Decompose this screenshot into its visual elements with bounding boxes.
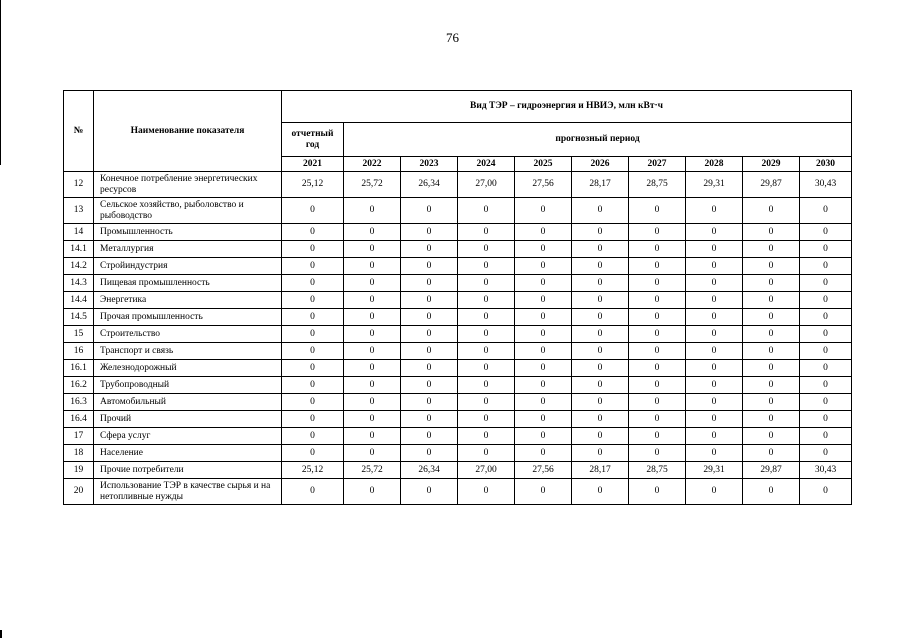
value-cell: 27,00: [458, 172, 515, 198]
value-cell: 25,72: [344, 172, 401, 198]
year-header: 2027: [629, 157, 686, 172]
value-cell: 0: [743, 411, 800, 428]
table-row: [64, 428, 852, 445]
value-cell: 0: [401, 360, 458, 377]
value-cell: 0: [686, 326, 743, 343]
value-cell: 26,34: [401, 462, 458, 479]
value-cell: 0: [515, 428, 572, 445]
year-header: 2023: [401, 157, 458, 172]
value-cell: 0: [344, 258, 401, 275]
year-header: 2029: [743, 157, 800, 172]
value-cell: 29,31: [686, 172, 743, 198]
group-header: Вид ТЭР – гидроэнергия и НВИЭ, млн кВт·ч: [282, 91, 852, 123]
value-cell: 0: [515, 445, 572, 462]
value-cell: 0: [515, 326, 572, 343]
page-edge-tick: [0, 630, 2, 638]
value-cell: 0: [401, 411, 458, 428]
value-cell: 0: [743, 326, 800, 343]
value-cell: 0: [515, 198, 572, 224]
table-row: [64, 275, 852, 292]
value-cell: 0: [515, 411, 572, 428]
value-cell: 0: [515, 224, 572, 241]
value-cell: 0: [800, 241, 852, 258]
value-cell: 0: [282, 241, 344, 258]
row-name: Прочий: [94, 411, 282, 428]
value-cell: 0: [282, 275, 344, 292]
value-cell: 0: [800, 428, 852, 445]
table-row: [64, 241, 852, 258]
value-cell: 0: [629, 275, 686, 292]
value-cell: 0: [686, 275, 743, 292]
value-cell: 0: [686, 394, 743, 411]
year-header: 2030: [800, 157, 852, 172]
row-name: Автомобильный: [94, 394, 282, 411]
value-cell: 0: [344, 445, 401, 462]
table-row: [64, 309, 852, 326]
table-row: [64, 343, 852, 360]
value-cell: 0: [344, 326, 401, 343]
value-cell: 0: [282, 479, 344, 505]
row-number: 16.3: [64, 394, 94, 411]
value-cell: 0: [344, 241, 401, 258]
value-cell: 0: [629, 411, 686, 428]
value-cell: 0: [800, 479, 852, 505]
value-cell: 30,43: [800, 172, 852, 198]
value-cell: 25,72: [344, 462, 401, 479]
value-cell: 0: [282, 224, 344, 241]
row-name: Стройиндустрия: [94, 258, 282, 275]
row-number: 14.5: [64, 309, 94, 326]
value-cell: 25,12: [282, 462, 344, 479]
row-name: Железнодорожный: [94, 360, 282, 377]
page-edge-line: [0, 0, 1, 165]
value-cell: 0: [458, 394, 515, 411]
value-cell: 27,56: [515, 172, 572, 198]
value-cell: 0: [629, 326, 686, 343]
value-cell: 0: [686, 292, 743, 309]
row-name: Строительство: [94, 326, 282, 343]
value-cell: 0: [743, 275, 800, 292]
table-row: [64, 326, 852, 343]
value-cell: 0: [686, 377, 743, 394]
value-cell: 0: [686, 241, 743, 258]
value-cell: 0: [743, 224, 800, 241]
value-cell: 29,87: [743, 172, 800, 198]
value-cell: 0: [629, 258, 686, 275]
value-cell: 0: [458, 377, 515, 394]
value-cell: 0: [572, 377, 629, 394]
value-cell: 0: [401, 377, 458, 394]
year-header: 2021: [282, 157, 344, 172]
value-cell: 0: [515, 343, 572, 360]
value-cell: 0: [401, 343, 458, 360]
value-cell: 0: [800, 411, 852, 428]
value-cell: 0: [800, 343, 852, 360]
value-cell: 0: [800, 360, 852, 377]
value-cell: 0: [686, 360, 743, 377]
value-cell: 27,00: [458, 462, 515, 479]
row-number: 14.1: [64, 241, 94, 258]
row-name: Трубопроводный: [94, 377, 282, 394]
value-cell: 0: [344, 394, 401, 411]
value-cell: 0: [572, 360, 629, 377]
row-number: 14.3: [64, 275, 94, 292]
row-number: 14.4: [64, 292, 94, 309]
value-cell: 0: [458, 198, 515, 224]
table-row: [64, 172, 852, 198]
value-cell: 0: [629, 343, 686, 360]
table-row: [64, 411, 852, 428]
value-cell: 0: [686, 309, 743, 326]
value-cell: 0: [458, 360, 515, 377]
value-cell: 0: [572, 394, 629, 411]
value-cell: 0: [401, 241, 458, 258]
value-cell: 0: [743, 428, 800, 445]
value-cell: 0: [743, 241, 800, 258]
table-row: [64, 377, 852, 394]
value-cell: 0: [800, 445, 852, 462]
value-cell: 0: [572, 411, 629, 428]
value-cell: 0: [572, 224, 629, 241]
value-cell: 0: [743, 479, 800, 505]
row-number: 19: [64, 462, 94, 479]
value-cell: 0: [515, 309, 572, 326]
value-cell: 0: [743, 445, 800, 462]
value-cell: 0: [629, 428, 686, 445]
value-cell: 29,31: [686, 462, 743, 479]
value-cell: 0: [686, 445, 743, 462]
value-cell: 0: [572, 445, 629, 462]
value-cell: 0: [572, 479, 629, 505]
row-name: Конечное потребление энергетических ресурсов: [94, 172, 282, 198]
value-cell: 0: [629, 198, 686, 224]
value-cell: 0: [629, 377, 686, 394]
value-cell: 0: [401, 428, 458, 445]
value-cell: 0: [686, 428, 743, 445]
value-cell: 0: [458, 309, 515, 326]
year-header: 2022: [344, 157, 401, 172]
table-row: [64, 445, 852, 462]
value-cell: 0: [515, 292, 572, 309]
row-name: Сфера услуг: [94, 428, 282, 445]
value-cell: 0: [515, 479, 572, 505]
value-cell: 0: [572, 258, 629, 275]
table-row: [64, 462, 852, 479]
value-cell: 0: [743, 309, 800, 326]
row-number: 17: [64, 428, 94, 445]
value-cell: 0: [629, 241, 686, 258]
value-cell: 0: [629, 360, 686, 377]
value-cell: 0: [629, 224, 686, 241]
row-number: 16: [64, 343, 94, 360]
value-cell: 0: [743, 343, 800, 360]
value-cell: 0: [515, 377, 572, 394]
forecast-period-header: прогнозный период: [344, 123, 852, 157]
value-cell: 0: [401, 445, 458, 462]
value-cell: 0: [458, 292, 515, 309]
value-cell: 0: [515, 241, 572, 258]
year-header: 2028: [686, 157, 743, 172]
value-cell: 0: [629, 445, 686, 462]
table-row: [64, 360, 852, 377]
table-row: [64, 198, 852, 224]
value-cell: 0: [401, 224, 458, 241]
value-cell: 0: [800, 258, 852, 275]
value-cell: 0: [401, 479, 458, 505]
value-cell: 0: [572, 343, 629, 360]
row-name: Пищевая промышленность: [94, 275, 282, 292]
row-name: Сельское хозяйство, рыболовство и рыбоводство: [94, 198, 282, 224]
table-row: [64, 292, 852, 309]
value-cell: 0: [401, 198, 458, 224]
value-cell: 28,17: [572, 172, 629, 198]
value-cell: 0: [572, 241, 629, 258]
value-cell: 0: [458, 445, 515, 462]
value-cell: 0: [800, 309, 852, 326]
value-cell: 0: [282, 198, 344, 224]
row-name: Транспорт и связь: [94, 343, 282, 360]
value-cell: 29,87: [743, 462, 800, 479]
value-cell: 0: [800, 394, 852, 411]
value-cell: 0: [743, 394, 800, 411]
table-row: [64, 394, 852, 411]
table-row: [64, 258, 852, 275]
row-number: 20: [64, 479, 94, 505]
value-cell: 0: [458, 241, 515, 258]
value-cell: 26,34: [401, 172, 458, 198]
row-number: 12: [64, 172, 94, 198]
value-cell: 0: [401, 275, 458, 292]
value-cell: 0: [686, 224, 743, 241]
col-name-header: Наименование показателя: [94, 91, 282, 172]
report-year-header: отчетный год: [282, 123, 344, 157]
row-number: 18: [64, 445, 94, 462]
value-cell: 0: [282, 394, 344, 411]
row-name: Население: [94, 445, 282, 462]
value-cell: 0: [458, 275, 515, 292]
value-cell: 0: [629, 479, 686, 505]
value-cell: 0: [686, 258, 743, 275]
value-cell: 0: [686, 479, 743, 505]
value-cell: 0: [686, 343, 743, 360]
table-header: [64, 91, 852, 172]
year-header: 2025: [515, 157, 572, 172]
row-name: Прочая промышленность: [94, 309, 282, 326]
value-cell: 0: [458, 479, 515, 505]
value-cell: 30,43: [800, 462, 852, 479]
value-cell: 0: [572, 275, 629, 292]
value-cell: 0: [800, 224, 852, 241]
table-body: [64, 172, 852, 505]
value-cell: 0: [743, 198, 800, 224]
value-cell: 0: [743, 377, 800, 394]
value-cell: 0: [629, 309, 686, 326]
value-cell: 0: [515, 394, 572, 411]
value-cell: 0: [344, 377, 401, 394]
value-cell: 28,75: [629, 462, 686, 479]
value-cell: 0: [743, 258, 800, 275]
value-cell: 28,17: [572, 462, 629, 479]
energy-balance-table: [63, 90, 852, 505]
row-number: 14: [64, 224, 94, 241]
value-cell: 0: [515, 258, 572, 275]
row-number: 16.4: [64, 411, 94, 428]
row-name: Промышленность: [94, 224, 282, 241]
value-cell: 28,75: [629, 172, 686, 198]
value-cell: 0: [572, 292, 629, 309]
value-cell: 0: [344, 411, 401, 428]
row-number: 13: [64, 198, 94, 224]
table-row: [64, 224, 852, 241]
row-name: Использование ТЭР в качестве сырья и на нетопливные нужды: [94, 479, 282, 505]
header-row-group: [64, 91, 852, 123]
value-cell: 0: [344, 224, 401, 241]
value-cell: 0: [344, 198, 401, 224]
value-cell: 0: [282, 411, 344, 428]
value-cell: 0: [282, 377, 344, 394]
value-cell: 0: [282, 309, 344, 326]
value-cell: 0: [458, 343, 515, 360]
value-cell: 0: [401, 292, 458, 309]
value-cell: 0: [572, 326, 629, 343]
value-cell: 0: [515, 275, 572, 292]
value-cell: 0: [282, 292, 344, 309]
value-cell: 0: [282, 343, 344, 360]
value-cell: 0: [800, 275, 852, 292]
value-cell: 0: [282, 360, 344, 377]
row-name: Прочие потребители: [94, 462, 282, 479]
value-cell: 0: [344, 309, 401, 326]
value-cell: 0: [458, 258, 515, 275]
value-cell: 0: [572, 428, 629, 445]
value-cell: 0: [344, 360, 401, 377]
value-cell: 0: [401, 258, 458, 275]
value-cell: 0: [629, 394, 686, 411]
year-header: 2026: [572, 157, 629, 172]
value-cell: 0: [344, 275, 401, 292]
value-cell: 0: [686, 411, 743, 428]
value-cell: 0: [344, 292, 401, 309]
value-cell: 0: [401, 309, 458, 326]
row-number: 16.2: [64, 377, 94, 394]
row-number: 16.1: [64, 360, 94, 377]
value-cell: 0: [282, 445, 344, 462]
value-cell: 27,56: [515, 462, 572, 479]
table-row: [64, 479, 852, 505]
value-cell: 0: [572, 198, 629, 224]
value-cell: 0: [800, 292, 852, 309]
row-name: Энергетика: [94, 292, 282, 309]
row-name: Металлургия: [94, 241, 282, 258]
value-cell: 0: [282, 428, 344, 445]
value-cell: 0: [743, 360, 800, 377]
value-cell: 0: [458, 326, 515, 343]
value-cell: 0: [282, 326, 344, 343]
value-cell: 0: [800, 198, 852, 224]
value-cell: 0: [572, 309, 629, 326]
year-header: 2024: [458, 157, 515, 172]
value-cell: 0: [515, 360, 572, 377]
value-cell: 0: [282, 258, 344, 275]
col-number-header: №: [64, 91, 94, 172]
value-cell: 0: [344, 343, 401, 360]
value-cell: 0: [800, 377, 852, 394]
value-cell: 0: [401, 394, 458, 411]
value-cell: 0: [629, 292, 686, 309]
value-cell: 0: [458, 428, 515, 445]
row-number: 14.2: [64, 258, 94, 275]
value-cell: 25,12: [282, 172, 344, 198]
value-cell: 0: [344, 479, 401, 505]
value-cell: 0: [686, 198, 743, 224]
value-cell: 0: [743, 292, 800, 309]
page-number: 76: [446, 30, 459, 45]
row-number: 15: [64, 326, 94, 343]
value-cell: 0: [344, 428, 401, 445]
value-cell: 0: [458, 224, 515, 241]
value-cell: 0: [800, 326, 852, 343]
value-cell: 0: [401, 326, 458, 343]
value-cell: 0: [458, 411, 515, 428]
